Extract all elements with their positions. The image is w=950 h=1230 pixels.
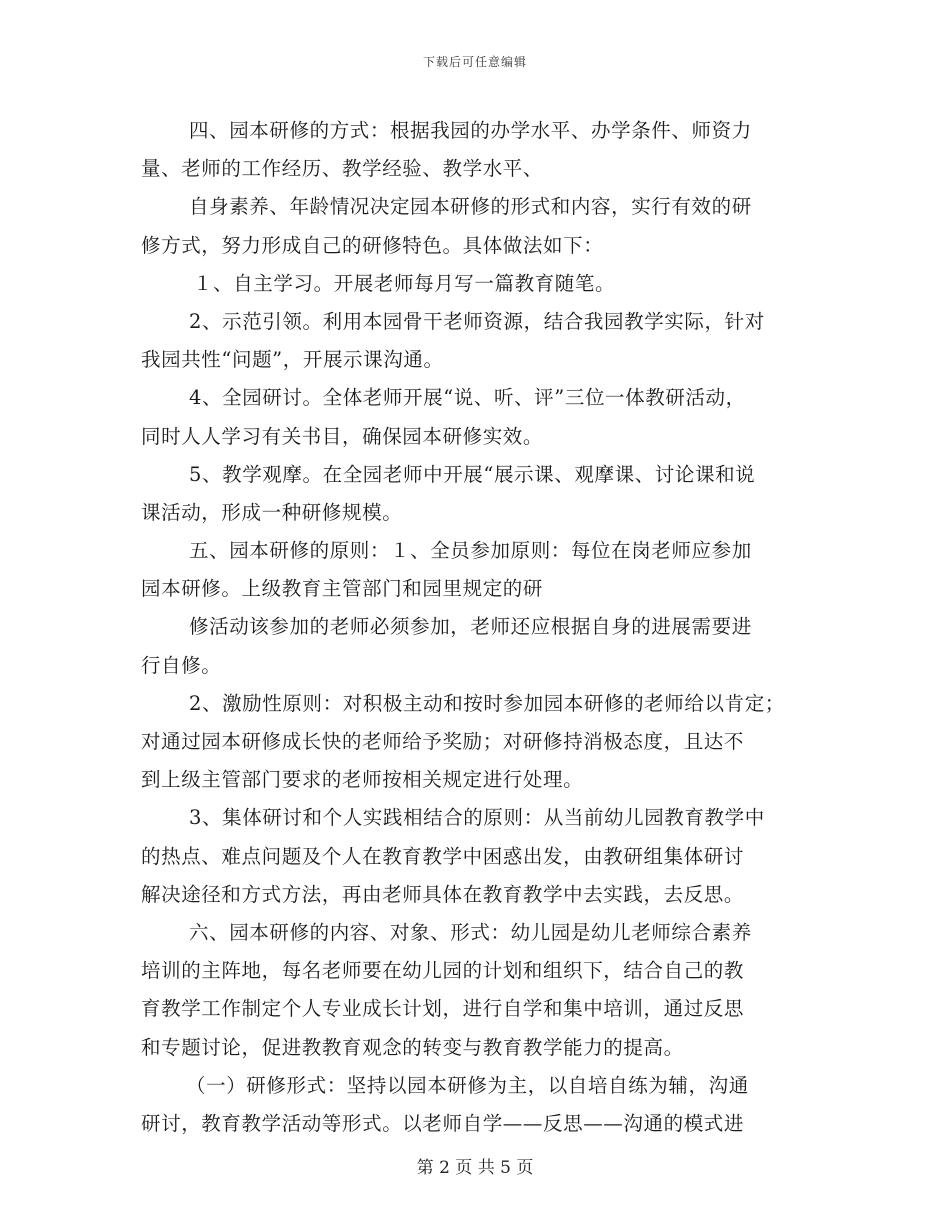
- text-line: 课活动，形成一种研修规模。: [141, 500, 403, 524]
- page-header-note: 下载后可任意编辑: [422, 55, 527, 69]
- text-line: 解决途径和方式方法，再由老师具体在教育教学中去实践，去反思。: [141, 882, 745, 906]
- text-line: 3、集体研讨和个人实践相结合的原则：从当前幼儿园教育教学中: [189, 806, 765, 830]
- document-body: [141, 112, 811, 1143]
- text-line: 园本研修。上级教育主管部门和园里规定的研: [141, 577, 544, 601]
- text-line: 我园共性“问题”，开展示课沟通。: [141, 348, 444, 372]
- page-number: 第 2 页 共 5 页: [416, 1158, 534, 1178]
- text-line: （一）研修形式：坚持以园本研修为主，以自培自练为辅，沟通: [186, 1073, 749, 1097]
- text-line: 对通过园本研修成长快的老师给予奖励；对研修持消极态度，且达不: [141, 730, 745, 753]
- text-line: 量、老师的工作经历、教学经验、教学水平、: [141, 157, 544, 181]
- text-line: 到上级主管部门要求的老师按相关规定进行处理。: [141, 768, 584, 792]
- text-line: 同时人人学习有关书目，确保园本研修实效。: [141, 424, 544, 448]
- text-line: 培训的主阵地，每名老师要在幼儿园的计划和组织下，结合自己的教: [141, 959, 745, 983]
- text-line: 的热点、难点问题及个人在教育教学中困惑出发，由教研组集体研讨: [141, 844, 745, 868]
- text-line: 研讨，教育教学活动等形式。以老师自学——反思——沟通的模式进: [141, 1111, 745, 1135]
- text-line: １、自主学习。开展老师每月写一篇教育随笔。: [193, 271, 616, 295]
- text-line: 5、教学观摩。在全园老师中开展“展示课、观摩课、讨论课和说: [189, 462, 756, 486]
- text-line: 六、园本研修的内容、对象、形式：幼儿园是幼儿老师综合素养: [189, 920, 752, 944]
- text-line: 和专题讨论，促进教教育观念的转变与教育教学能力的提高。: [141, 1035, 684, 1059]
- text-line: 2、示范引领。利用本园骨干老师资源，结合我园教学实际，针对: [189, 309, 765, 333]
- text-line: 修方式，努力形成自己的研修特色。具体做法如下：: [141, 233, 604, 257]
- text-line: 修活动该参加的老师必须参加，老师还应根据自身的进展需要进: [189, 615, 752, 639]
- text-line: 自身素养、年龄情况决定园本研修的形式和内容，实行有效的研: [189, 195, 752, 219]
- text-line: 2、激励性原则：对积极主动和按时参加园本研修的老师给以肯定；: [189, 691, 785, 715]
- text-line: 五、园本研修的原则：１、全员参加原则：每位在岗老师应参加: [189, 539, 752, 563]
- text-line: 四、园本研修的方式：根据我园的办学水平、办学条件、师资力: [189, 119, 752, 142]
- text-line: 4、全园研讨。全体老师开展“说、听、评”三位一体教研活动，: [189, 386, 746, 410]
- text-line: 行自修。: [141, 653, 222, 677]
- text-line: 育教学工作制定个人专业成长计划，进行自学和集中培训，通过反思: [141, 997, 745, 1021]
